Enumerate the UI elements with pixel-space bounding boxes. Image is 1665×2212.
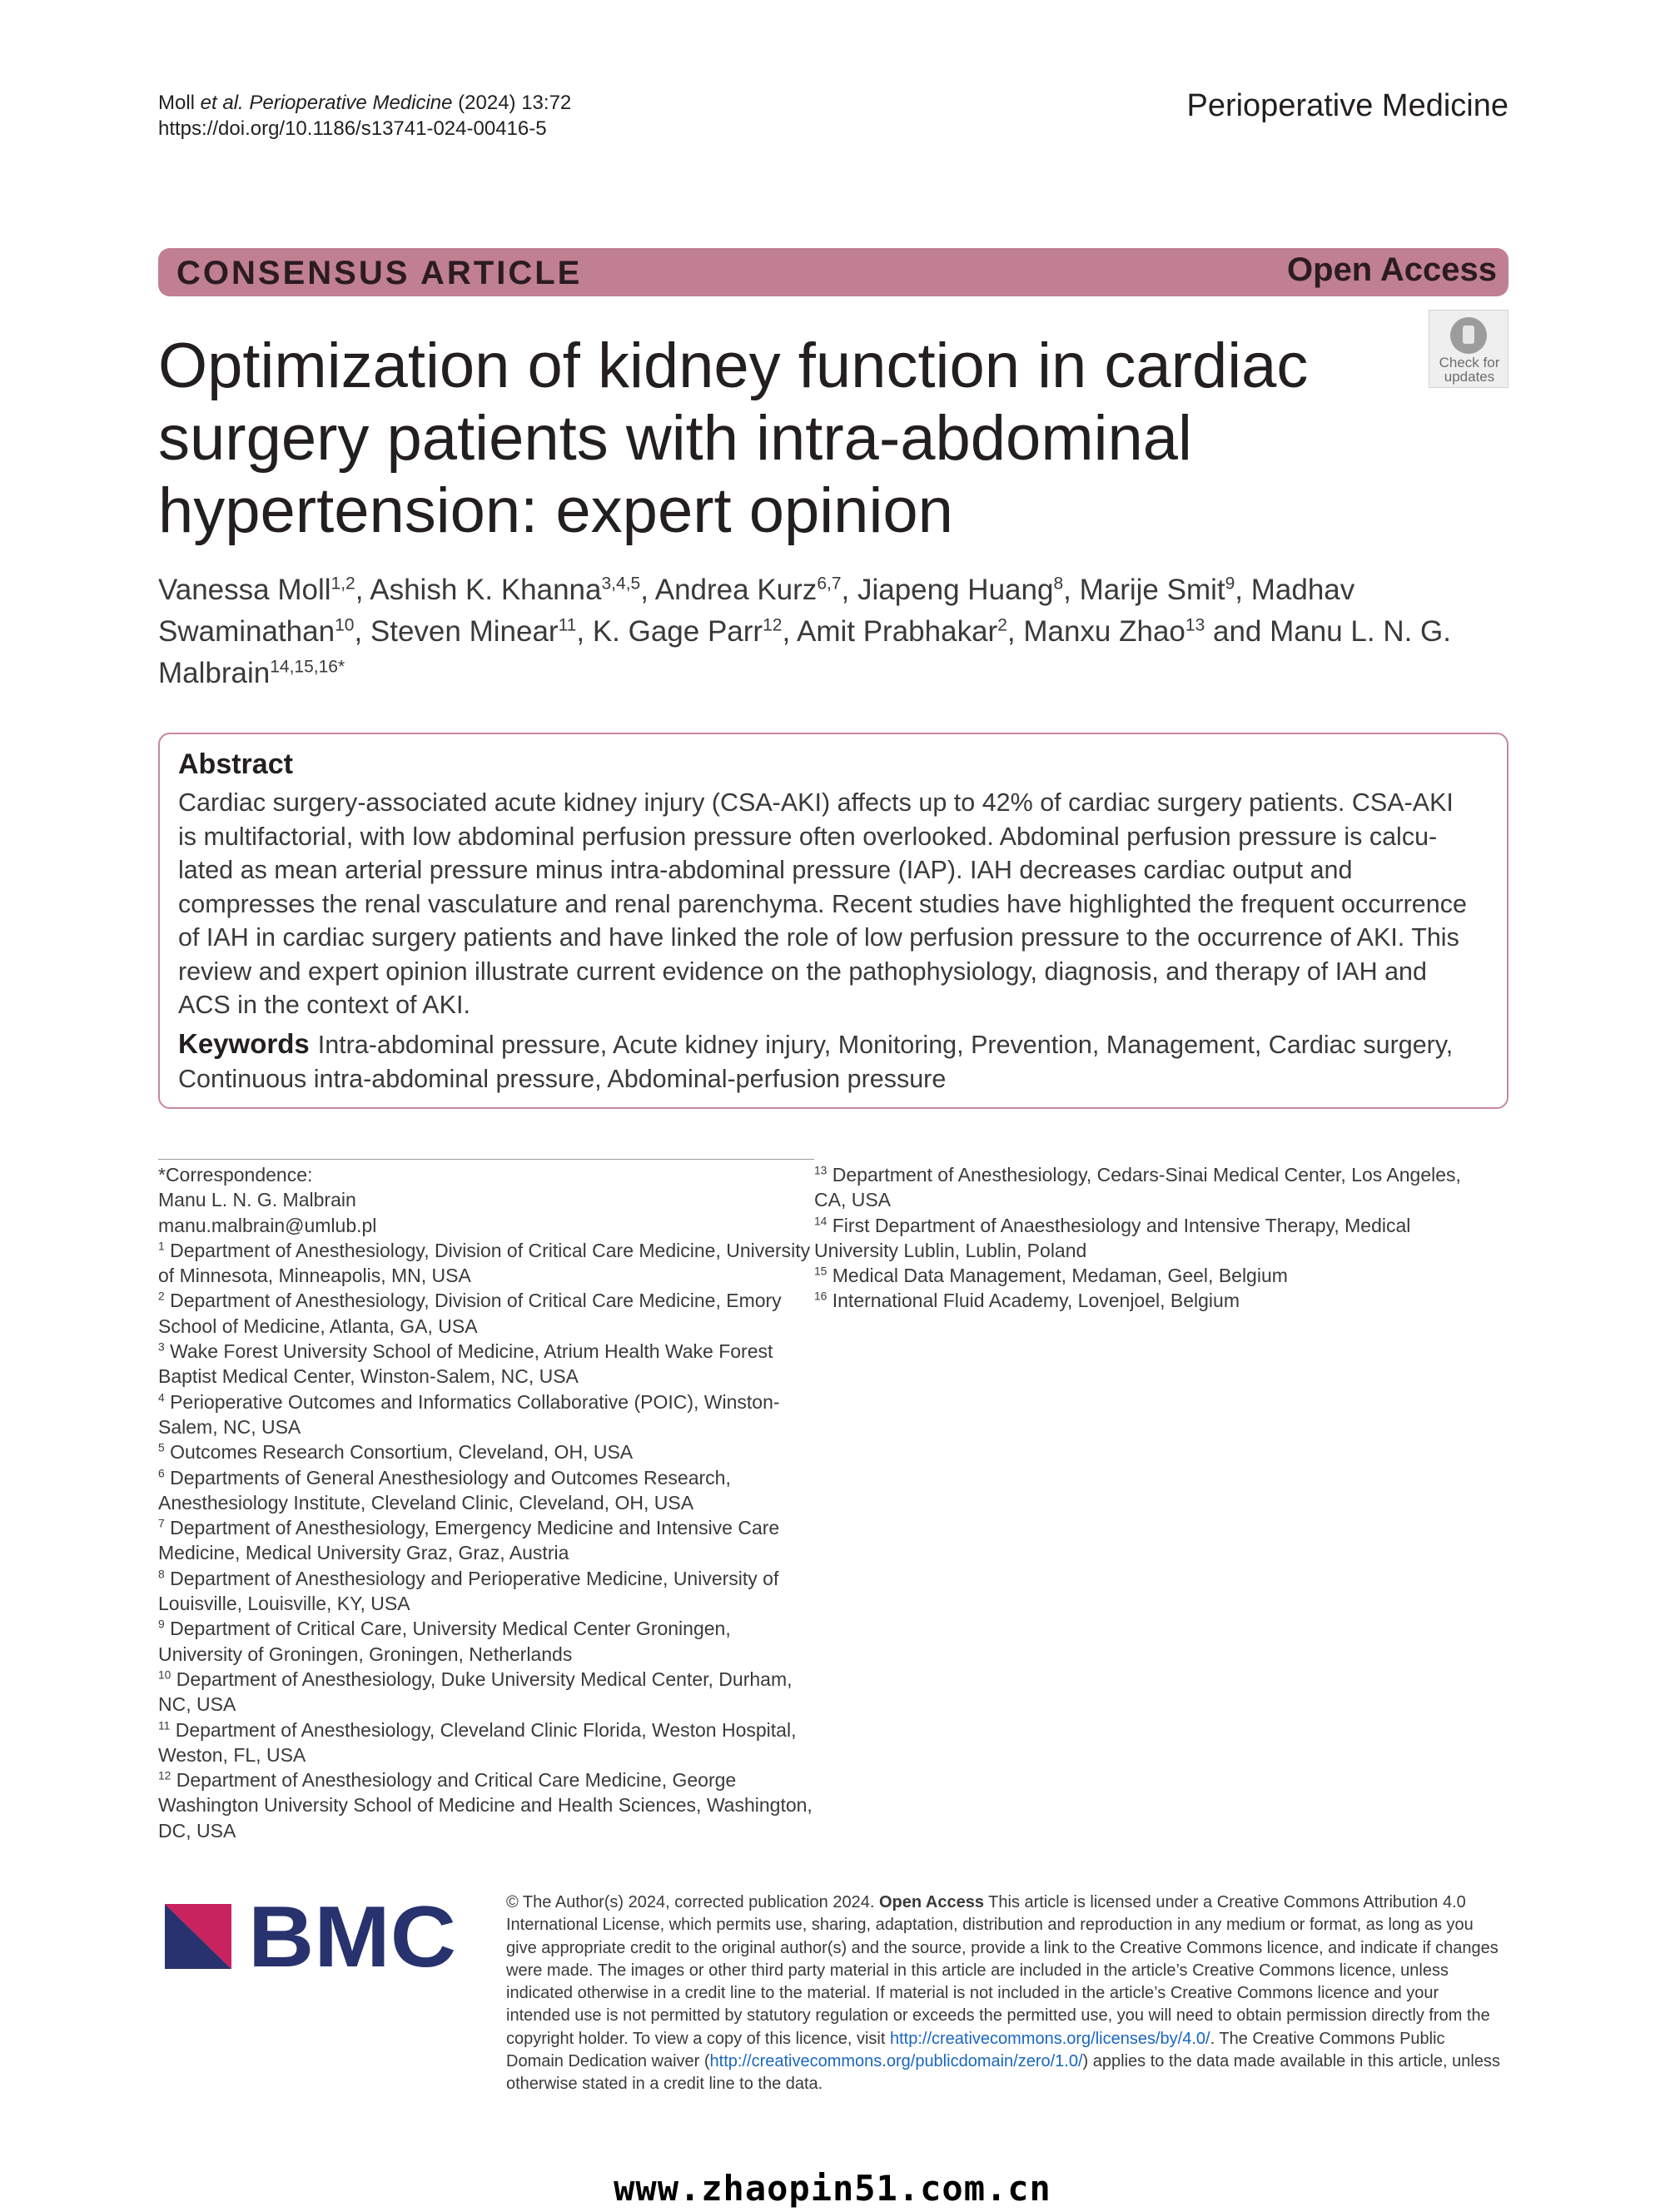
affiliation-number: 15	[814, 1265, 828, 1278]
affiliation-text: Departments of General Anesthesiology and Outcomes Research, Anesthesiology Institute, Cleveland Clinic, Cleveland, OH, USA	[158, 1466, 731, 1514]
affiliation-number: 13	[814, 1164, 828, 1177]
affiliation-number: 7	[158, 1517, 165, 1530]
author-affiliation-marker: 10	[335, 615, 355, 635]
affiliation-item	[814, 1288, 1497, 1313]
affiliation-text: Department of Anesthesiology, Division of Critical Care Medicine, University of Minnesota, Minneapolis, MN, USA	[158, 1239, 811, 1287]
author-name: Manu L. N. G. Malbrain	[158, 615, 1451, 689]
affiliation-number: 4	[158, 1391, 165, 1404]
affiliation-item	[814, 1213, 1497, 1264]
affiliations-right	[814, 1162, 1497, 1314]
affiliation-text: International Fluid Academy, Lovenjoel, Belgium	[832, 1290, 1240, 1312]
author-name: Manxu Zhao	[1023, 615, 1185, 648]
affiliation-item	[158, 1238, 816, 1289]
affiliation-number: 2	[158, 1290, 165, 1303]
watermark: www.zhaopin51.com.cn	[614, 2168, 1051, 2209]
author-affiliation-marker: 12	[763, 615, 783, 635]
author-name: Jiapeng Huang	[857, 574, 1054, 606]
affiliation-text: First Department of Anaesthesiology and Intensive Therapy, Medical University Lublin, Lublin, Poland	[814, 1214, 1411, 1261]
author-affiliation-marker: 14,15,16*	[270, 657, 345, 677]
affiliation-number: 16	[814, 1290, 828, 1303]
affiliation-list-right	[814, 1162, 1497, 1314]
author-name: Ashish K. Khanna	[370, 574, 602, 606]
bmc-logo-graphic	[165, 1902, 458, 1969]
correspondence-name: Manu L. N. G. Malbrain	[158, 1189, 356, 1211]
keywords-label: Keywords	[178, 1028, 310, 1059]
check-for-updates-badge[interactable]	[1429, 310, 1508, 388]
author-affiliation-marker: 13	[1185, 615, 1205, 635]
bmc-logo	[165, 1902, 458, 1969]
article-type-banner	[158, 248, 1508, 296]
affiliation-text: Medical Data Management, Medaman, Geel, Belgium	[832, 1265, 1288, 1287]
correspondence-label: *Correspondence:	[158, 1164, 313, 1186]
check-for-updates-text: Check for updates	[1439, 355, 1500, 385]
citation-block	[158, 90, 571, 142]
affiliation-text: Wake Forest University School of Medicine, Atrium Health Wake Forest Baptist Medical Center, Winston-Salem, NC, USA	[158, 1340, 773, 1388]
affiliation-item	[158, 1566, 816, 1617]
citation-volume: (2024) 13:72	[452, 92, 572, 114]
keywords-text: Intra-abdominal pressure, Acute kidney injury, Monitoring, Prevention, Management, Cardiac surgery, Continuous intra-abdominal pressure, Abdominal-perfusion pressure	[178, 1031, 1454, 1093]
affiliation-number: 11	[158, 1718, 171, 1732]
author-affiliation-marker: 2	[997, 615, 1007, 635]
author-affiliation-marker: 1,2	[331, 574, 355, 594]
affiliation-list-left	[158, 1238, 816, 1843]
author-name: Amit Prabhakar	[796, 615, 998, 648]
affiliation-text: Department of Anesthesiology, Duke University Medical Center, Durham, NC, USA	[158, 1668, 793, 1716]
citation-journal: et al. Perioperative Medicine	[200, 92, 453, 114]
affiliations-left	[158, 1162, 816, 1843]
citation-authors: Moll	[158, 92, 201, 114]
affiliation-item	[158, 1288, 816, 1339]
affiliation-number: 10	[158, 1668, 171, 1682]
author-name: Madhav Swaminathan	[158, 574, 1355, 648]
author-affiliation-marker: 8	[1053, 574, 1064, 594]
affiliation-item	[158, 1389, 816, 1440]
author-separator: ,	[1063, 574, 1080, 606]
author-affiliation-marker: 11	[558, 615, 577, 635]
affiliation-item	[158, 1717, 816, 1768]
author-name: Marije Smit	[1079, 574, 1225, 606]
affiliation-number: 12	[158, 1769, 171, 1782]
affiliation-number: 8	[158, 1568, 165, 1581]
author-separator: ,	[355, 574, 370, 606]
author-separator: ,	[1235, 574, 1251, 606]
affiliation-text: Department of Anesthesiology and Critical Care Medicine, George Washington University School of Medicine and Health Sciences, Washington, DC, USA	[158, 1769, 813, 1842]
affiliation-number: 9	[158, 1618, 165, 1631]
author-affiliation-marker: 6,7	[817, 574, 842, 594]
affiliation-item	[814, 1162, 1497, 1213]
affiliation-number: 14	[814, 1214, 828, 1227]
author-name: Steven Minear	[370, 615, 559, 648]
author-name: K. Gage Parr	[592, 615, 763, 648]
doi-link[interactable]: https://doi.org/10.1186/s13741-024-00416-5	[158, 117, 547, 140]
public-domain-link[interactable]: http://creativecommons.org/publicdomain/zero/1.0/	[709, 2052, 1083, 2071]
license-open-access: Open Access	[878, 1893, 984, 1911]
affiliations-divider	[158, 1159, 814, 1160]
article-title: Optimization of kidney function in cardiac surgery patients with intra-abdominal hypertension: expert opinion	[158, 331, 1309, 546]
affiliation-item	[158, 1616, 816, 1667]
author-separator: ,	[640, 574, 655, 606]
author-separator: ,	[782, 615, 797, 648]
citation-line	[158, 90, 571, 116]
author-separator: ,	[354, 615, 370, 648]
affiliation-text: Department of Critical Care, University Medical Center Groningen, University of Groningen, Groningen, Netherlands	[158, 1618, 731, 1665]
author-separator: and	[1205, 615, 1270, 648]
author-list	[158, 569, 1523, 694]
keywords-block	[178, 1027, 1477, 1096]
affiliation-item	[158, 1465, 816, 1516]
author-separator: ,	[576, 615, 593, 648]
affiliation-item	[158, 1339, 816, 1389]
journal-name: Perioperative Medicine	[1186, 88, 1508, 123]
affiliation-number: 5	[158, 1441, 165, 1454]
license-link[interactable]: http://creativecommons.org/licenses/by/4.0/	[889, 2029, 1210, 2048]
correspondence-email[interactable]: manu.malbrain@umlub.pl	[158, 1214, 377, 1236]
affiliation-text: Perioperative Outcomes and Informatics Collaborative (POIC), Winston-Salem, NC, USA	[158, 1390, 780, 1438]
affiliation-number: 3	[158, 1340, 165, 1354]
abstract-heading: Abstract	[178, 748, 293, 780]
affiliation-item	[158, 1515, 816, 1566]
author-name: Andrea Kurz	[654, 574, 818, 606]
author-affiliation-marker: 9	[1225, 574, 1235, 594]
affiliation-text: Department of Anesthesiology, Emergency Medicine and Intensive Care Medicine, Medical University Graz, Graz, Austria	[158, 1517, 780, 1564]
affiliation-item	[158, 1439, 816, 1464]
affiliation-number: 1	[158, 1240, 165, 1253]
author-name: Vanessa Moll	[158, 574, 331, 606]
affiliation-text: Outcomes Research Consortium, Cleveland, OH, USA	[170, 1441, 634, 1464]
abstract-box	[158, 733, 1508, 1109]
affiliation-number: 6	[158, 1466, 165, 1479]
affiliation-text: Department of Anesthesiology, Cedars-Sinai Medical Center, Los Angeles, CA, USA	[814, 1164, 1461, 1211]
affiliation-text: Department of Anesthesiology, Cleveland Clinic Florida, Weston Hospital, Weston, FL, USA	[158, 1718, 797, 1766]
affiliation-item	[814, 1263, 1497, 1288]
open-access-label: Open Access	[1287, 251, 1497, 288]
affiliation-item	[158, 1667, 816, 1717]
article-type-label: CONSENSUS ARTICLE	[176, 255, 583, 291]
affiliation-text: Department of Anesthesiology, Division of Critical Care Medicine, Emory School of Medicine, Atlanta, GA, USA	[158, 1290, 782, 1337]
abstract-text: Cardiac surgery-associated acute kidney injury (CSA-AKI) affects up to 42% of cardiac surgery patients. CSA-AKI is multifactorial, with low abdominal perfusion pressure often overlooked. Abdominal perfusion pressure is calcu-lated as mean arterial pressure minus intra-abdominal pressure (IAP). IAH decreases cardiac output and compresses the renal vasculature and renal parenchyma. Recent studies have highlighted the frequent occurrence of IAH in cardiac surgery patients and have linked the role of low perfusion pressure to the occurrence of AKI. This review and expert opinion illustrate current evidence on the pathophysiology, diagnosis, and therapy of IAH and ACS in the context of AKI.	[178, 788, 1467, 1019]
affiliation-text: Department of Anesthesiology and Perioperative Medicine, University of Louisville, Louisville, KY, USA	[158, 1567, 779, 1615]
bookmark-icon	[1450, 317, 1487, 354]
license-text: © The Author(s) 2024, corrected publication 2024. Open Access This article is licensed under a Creative Commons Attribution 4.0 International License, which permits use, sharing, adaptation, distribution and reproduction in any medium or format, as long as you give appropriate credit to the original author(s) and the source, provide a link to the Creative Commons licence, and indicate if changes were made. The images or other third party material in this article are included in the article’s Creative Commons licence, unless indicated otherwise in a credit line to the material. If material is not included in the article’s Creative Commons licence and your intended use is not permitted by statutory regulation or exceeds the permitted use, you will need to obtain permission directly from the copyright holder. To view a copy of this licence, visit http://creativecommons.org/licenses/by/4.0/. The Creative Commons Public Domain Dedication waiver (http://creativecommons.org/publicdomain/zero/1.0/) applies to the data made available in this article, unless otherwise stated in a credit line to the data.	[506, 1893, 1500, 2094]
logo-text: BMC	[248, 1902, 456, 1969]
author-separator: ,	[1006, 615, 1024, 648]
author-separator: ,	[841, 574, 857, 606]
affiliation-item	[158, 1767, 816, 1843]
author-affiliation-marker: 3,4,5	[601, 574, 641, 594]
